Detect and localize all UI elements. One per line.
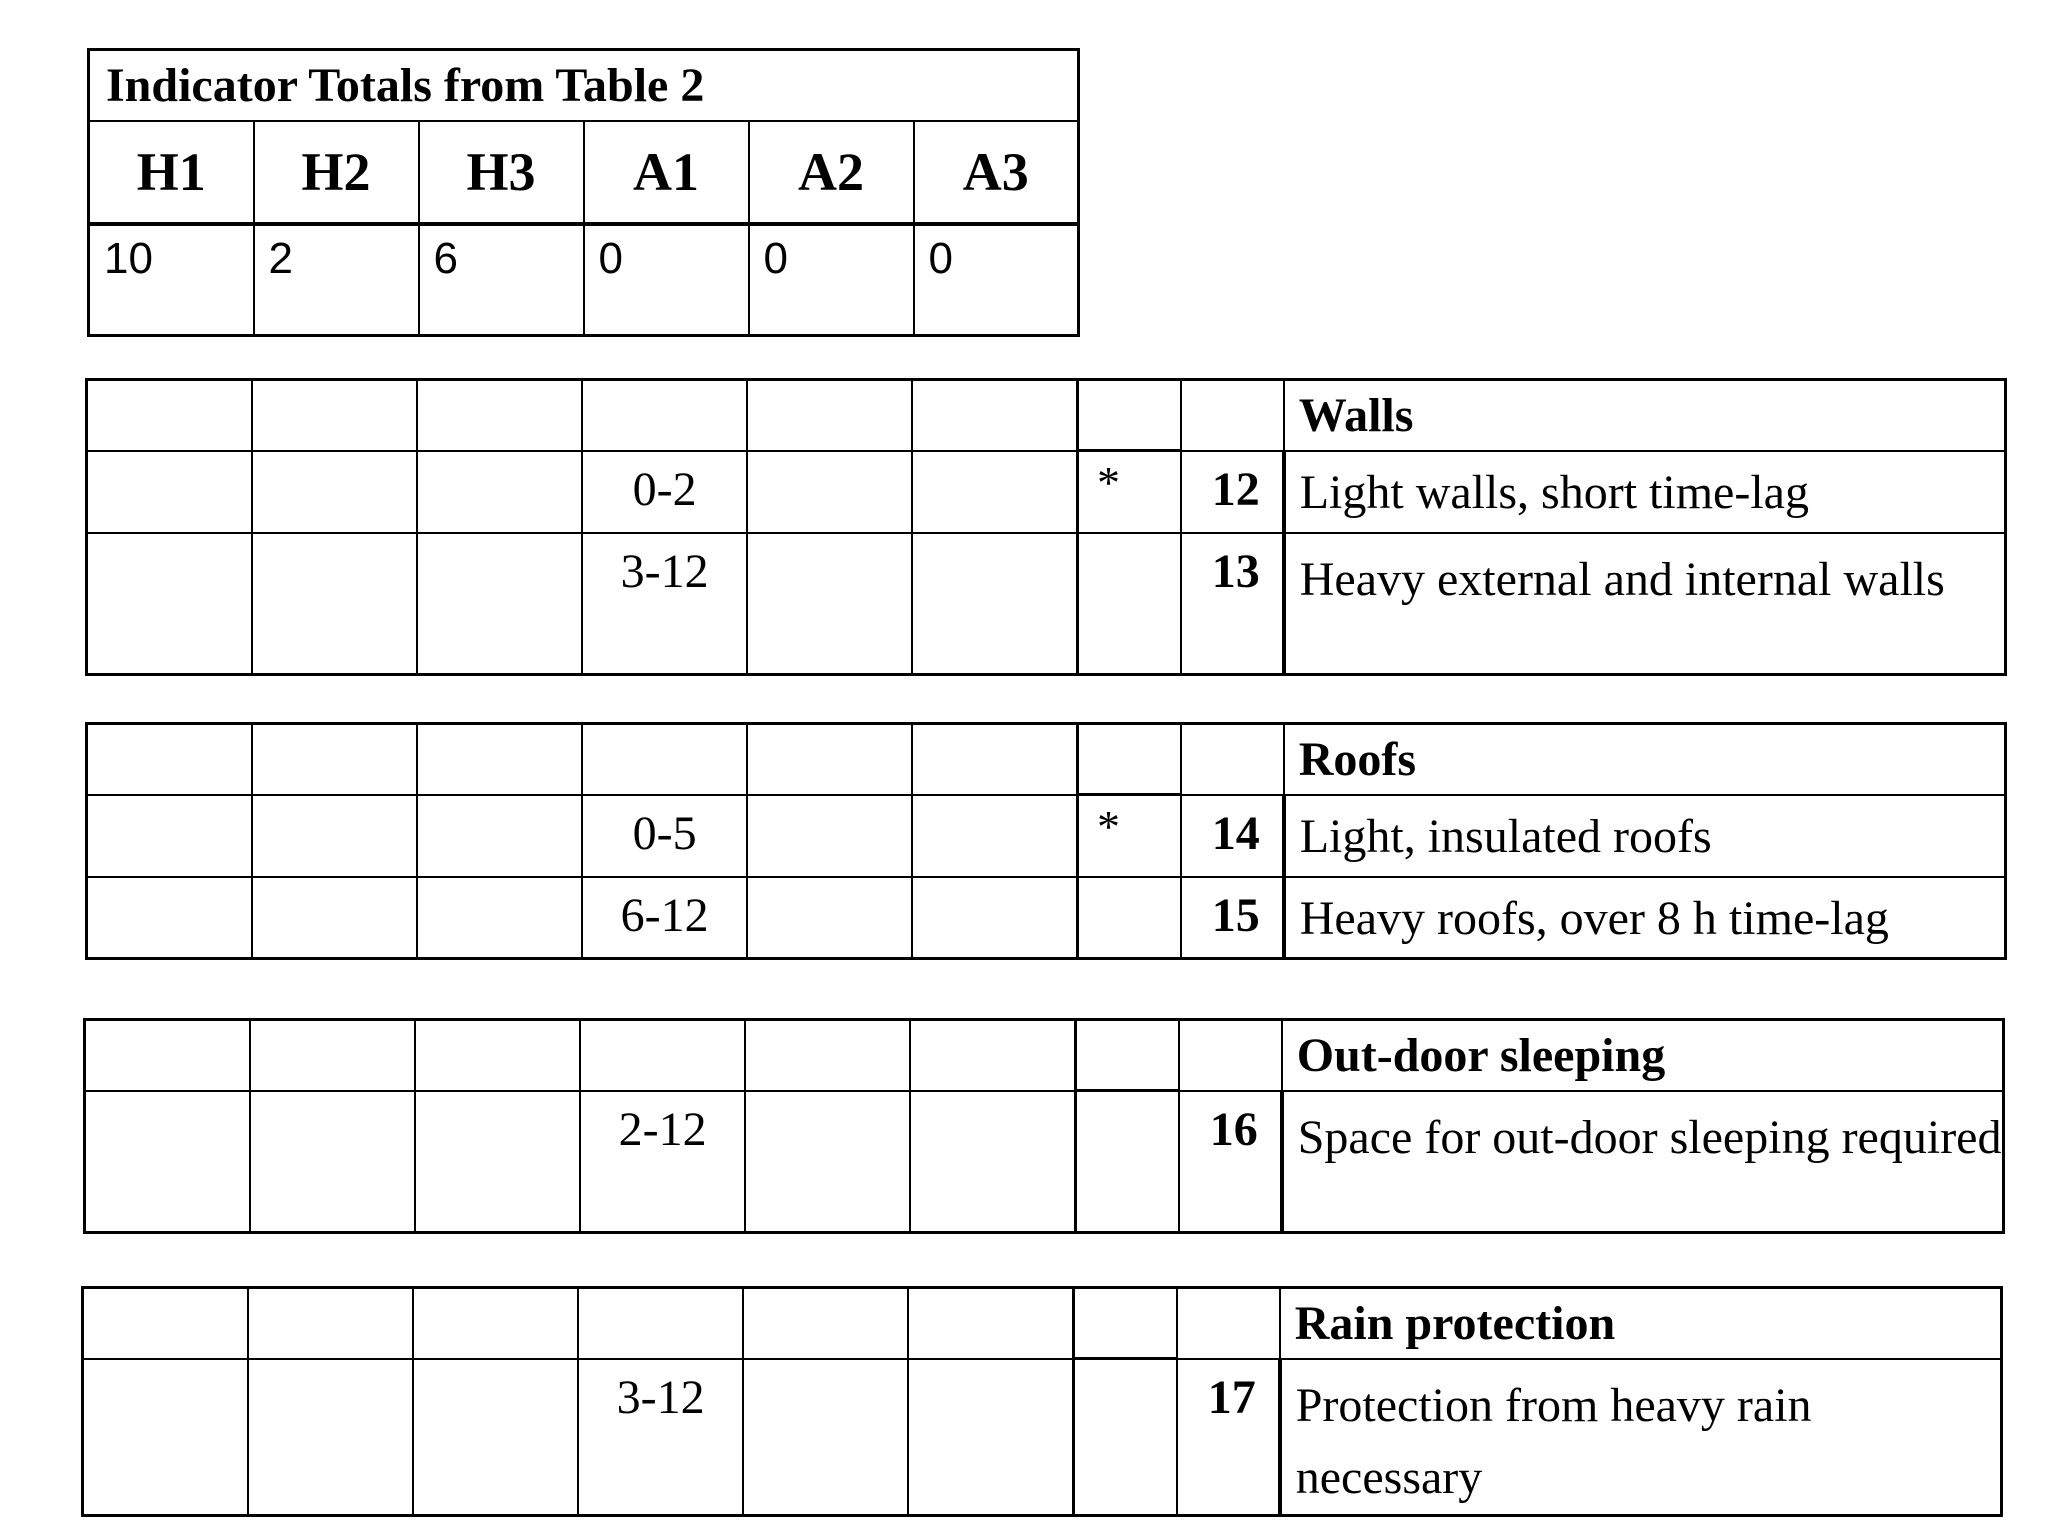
range-cell: 0-2 xyxy=(582,451,747,533)
value-h3: 6 xyxy=(419,224,584,336)
range-cell: 3-12 xyxy=(578,1359,743,1516)
value-a3: 0 xyxy=(914,224,1079,336)
cell-empty xyxy=(912,724,1077,795)
range-cell: 0-5 xyxy=(582,795,747,877)
section-title-walls: Walls xyxy=(1284,380,2006,451)
cell-empty xyxy=(1179,1020,1282,1091)
item-description: Protection from heavy rain necessary xyxy=(1280,1359,2002,1516)
cell-empty xyxy=(413,1359,578,1516)
cell-empty xyxy=(87,877,252,959)
value-a1: 0 xyxy=(584,224,749,336)
cell-empty xyxy=(910,1020,1075,1091)
cell-empty xyxy=(745,1091,910,1233)
cell-empty xyxy=(248,1288,413,1359)
cell-empty xyxy=(582,724,747,795)
cell-empty xyxy=(747,795,912,877)
cell-empty xyxy=(747,533,912,675)
table-row xyxy=(83,1359,2002,1516)
cell-empty xyxy=(908,1288,1073,1359)
cell-empty xyxy=(83,1359,248,1516)
cell-empty xyxy=(252,451,417,533)
cell-empty xyxy=(87,533,252,675)
header-h3: H3 xyxy=(419,121,584,224)
table-row xyxy=(87,877,2006,959)
selection-mark xyxy=(1076,1091,1179,1233)
value-h2: 2 xyxy=(254,224,419,336)
cell-empty xyxy=(252,533,417,675)
cell-empty xyxy=(87,380,252,451)
cell-empty xyxy=(582,380,747,451)
cell-empty xyxy=(250,1020,415,1091)
header-a2: A2 xyxy=(749,121,914,224)
cell-empty xyxy=(578,1288,743,1359)
cell-empty xyxy=(87,795,252,877)
table-row xyxy=(87,795,2006,877)
item-description: Space for out-door sleeping required xyxy=(1282,1091,2004,1233)
cell-empty xyxy=(252,724,417,795)
cell-empty xyxy=(580,1020,745,1091)
selection-mark xyxy=(1078,533,1181,675)
cell-empty xyxy=(85,1020,250,1091)
cell-empty xyxy=(912,451,1077,533)
item-description: Light walls, short time-lag xyxy=(1284,451,2006,533)
item-description: Heavy roofs, over 8 h time-lag xyxy=(1284,877,2006,959)
cell-empty xyxy=(747,877,912,959)
indicator-totals-title: Indicator Totals from Table 2 xyxy=(89,50,1079,122)
header-a3: A3 xyxy=(914,121,1079,224)
item-number: 15 xyxy=(1181,877,1284,959)
cell-empty xyxy=(252,795,417,877)
header-h2: H2 xyxy=(254,121,419,224)
cell-empty xyxy=(415,1020,580,1091)
cell-empty xyxy=(87,451,252,533)
cell-empty xyxy=(1177,1288,1280,1359)
cell-empty xyxy=(1181,380,1284,451)
item-description: Light, insulated roofs xyxy=(1284,795,2006,877)
outdoor-sleeping-table xyxy=(83,1018,2005,1234)
walls-table xyxy=(85,378,2007,676)
cell-empty xyxy=(417,533,582,675)
selection-mark xyxy=(1074,1359,1177,1516)
table-row xyxy=(85,1091,2004,1233)
cell-empty xyxy=(417,877,582,959)
cell-empty xyxy=(912,533,1077,675)
value-a2: 0 xyxy=(749,224,914,336)
cell-empty xyxy=(415,1091,580,1233)
item-number: 16 xyxy=(1179,1091,1282,1233)
selection-mark: * xyxy=(1078,451,1181,533)
cell-empty xyxy=(85,1091,250,1233)
selection-mark xyxy=(1078,877,1181,959)
header-h1: H1 xyxy=(89,121,254,224)
cell-empty xyxy=(745,1020,910,1091)
cell-empty xyxy=(908,1359,1073,1516)
value-h1: 10 xyxy=(89,224,254,336)
item-number: 14 xyxy=(1181,795,1284,877)
range-cell: 6-12 xyxy=(582,877,747,959)
cell-empty xyxy=(417,795,582,877)
cell-empty xyxy=(1076,1020,1179,1091)
cell-empty xyxy=(413,1288,578,1359)
rain-protection-table xyxy=(81,1286,2003,1517)
table-row xyxy=(87,451,2006,533)
range-cell: 3-12 xyxy=(582,533,747,675)
item-description: Heavy external and internal walls xyxy=(1284,533,2006,675)
cell-empty xyxy=(252,877,417,959)
item-number: 17 xyxy=(1177,1359,1280,1516)
section-title-roofs: Roofs xyxy=(1284,724,2006,795)
cell-empty xyxy=(248,1359,413,1516)
section-title-rain-protection: Rain protection xyxy=(1280,1288,2002,1359)
cell-empty xyxy=(747,724,912,795)
cell-empty xyxy=(417,380,582,451)
cell-empty xyxy=(83,1288,248,1359)
cell-empty xyxy=(747,451,912,533)
cell-empty xyxy=(87,724,252,795)
range-cell: 2-12 xyxy=(580,1091,745,1233)
cell-empty xyxy=(912,877,1077,959)
cell-empty xyxy=(1074,1288,1177,1359)
cell-empty xyxy=(743,1359,908,1516)
indicator-totals-table xyxy=(87,48,1080,337)
selection-mark: * xyxy=(1078,795,1181,877)
cell-empty xyxy=(250,1091,415,1233)
item-number: 12 xyxy=(1181,451,1284,533)
header-a1: A1 xyxy=(584,121,749,224)
cell-empty xyxy=(912,380,1077,451)
cell-empty xyxy=(1078,724,1181,795)
section-title-outdoor-sleeping: Out-door sleeping xyxy=(1282,1020,2004,1091)
cell-empty xyxy=(417,724,582,795)
cell-empty xyxy=(1181,724,1284,795)
cell-empty xyxy=(743,1288,908,1359)
cell-empty xyxy=(910,1091,1075,1233)
cell-empty xyxy=(912,795,1077,877)
cell-empty xyxy=(1078,380,1181,451)
cell-empty xyxy=(252,380,417,451)
roofs-table xyxy=(85,722,2007,960)
cell-empty xyxy=(417,451,582,533)
cell-empty xyxy=(747,380,912,451)
table-row xyxy=(87,533,2006,675)
item-number: 13 xyxy=(1181,533,1284,675)
